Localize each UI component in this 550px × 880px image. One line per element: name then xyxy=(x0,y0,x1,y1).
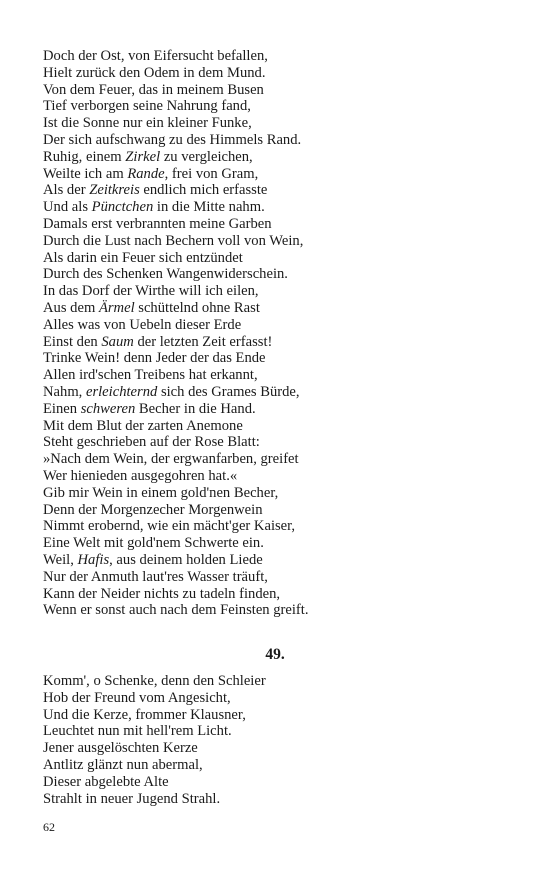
poem-line xyxy=(43,485,523,502)
line-text: Durch die Lust nach Bechern voll von Wein, xyxy=(43,232,304,249)
poem-line xyxy=(43,250,523,267)
poem-line xyxy=(43,166,523,183)
poem-stanza-48-end xyxy=(43,48,523,619)
poem-line xyxy=(43,132,523,149)
line-text: Damals erst verbrannten meine Garben xyxy=(43,215,272,232)
poem-line xyxy=(43,317,523,334)
poem-line xyxy=(43,774,523,791)
italic-word: Saum xyxy=(101,333,134,350)
poem-line xyxy=(43,434,523,451)
line-text: Ist die Sonne nur ein kleiner Funke, xyxy=(43,115,252,132)
line-text: Aus dem xyxy=(43,299,99,316)
line-text: zu vergleichen, xyxy=(160,148,253,165)
line-text: Ruhig, einem xyxy=(43,148,126,165)
line-text: Tief verborgen seine Nahrung fand, xyxy=(43,98,251,115)
line-text: »Nach dem Wein, der ergwanfarben, greifet xyxy=(43,451,299,468)
poem-line xyxy=(43,518,523,535)
poem-line xyxy=(43,216,523,233)
poem-line xyxy=(43,82,523,99)
poem-stanza-49 xyxy=(43,673,523,807)
italic-word: schweren xyxy=(80,400,136,417)
poem-line xyxy=(43,690,523,707)
poem-line xyxy=(43,98,523,115)
line-text: Hielt zurück den Odem in dem Mund. xyxy=(43,64,266,81)
line-text: Dieser abgelebte Alte xyxy=(43,773,169,790)
line-text: Und die Kerze, frommer Klausner, xyxy=(43,706,246,723)
line-text: Alles was von Uebeln dieser Erde xyxy=(43,316,242,333)
line-text: Durch des Schenken Wangenwiderschein. xyxy=(43,266,288,283)
line-text: endlich mich erfasste xyxy=(139,182,268,199)
poem-line xyxy=(43,569,523,586)
line-text: Trinke Wein! denn Jeder der das Ende xyxy=(43,350,266,367)
line-text: Einen xyxy=(43,400,81,417)
line-text: Antlitz glänzt nun abermal, xyxy=(43,756,203,773)
line-text: Nahm, xyxy=(43,383,86,400)
poem-line xyxy=(43,707,523,724)
line-text: sich des Grames Bürde, xyxy=(157,383,300,400)
poem-line xyxy=(43,384,523,401)
poem-line xyxy=(43,367,523,384)
line-text: Weilte ich am xyxy=(43,165,128,182)
poem-line xyxy=(43,468,523,485)
poem-line xyxy=(43,602,523,619)
poem-line xyxy=(43,791,523,808)
italic-word: Zirkel xyxy=(125,148,161,165)
line-text: Eine Welt mit gold'nem Schwerte ein. xyxy=(43,535,264,552)
line-text: Hob der Freund vom Angesicht, xyxy=(43,689,231,706)
line-text: Wenn er sonst auch nach dem Feinsten greift. xyxy=(43,602,309,619)
poem-line xyxy=(43,283,523,300)
line-text: Steht geschrieben auf der Rose Blatt: xyxy=(43,434,260,451)
poem-line xyxy=(43,401,523,418)
poem-line xyxy=(43,552,523,569)
line-text: Als darin ein Feuer sich entzündet xyxy=(43,249,243,266)
line-text: Einst den xyxy=(43,333,102,350)
line-text: in die Mitte nahm. xyxy=(153,199,265,216)
line-text: Allen ird'schen Treibens hat erkannt, xyxy=(43,367,258,384)
line-text: Der sich aufschwang zu des Himmels Rand. xyxy=(43,131,302,148)
italic-word: Pünctchen xyxy=(91,199,154,216)
poem-line xyxy=(43,300,523,317)
line-text: schüttelnd ohne Rast xyxy=(134,299,260,316)
poem-line xyxy=(43,673,523,690)
line-text: Gib mir Wein in einem gold'nen Becher, xyxy=(43,484,279,501)
poem-line xyxy=(43,451,523,468)
line-text: Denn der Morgenzecher Morgenwein xyxy=(43,501,263,518)
italic-word: Rande xyxy=(127,165,165,182)
line-text: Jener ausgelöschten Kerze xyxy=(43,740,198,757)
line-text: Als der xyxy=(43,182,90,199)
poem-line xyxy=(43,266,523,283)
line-text: der letzten Zeit erfasst! xyxy=(133,333,273,350)
poem-line xyxy=(43,350,523,367)
line-text: Nimmt erobernd, wie ein mächt'ger Kaiser, xyxy=(43,518,296,535)
poem-line xyxy=(43,740,523,757)
poem-line xyxy=(43,182,523,199)
line-text: Mit dem Blut der zarten Anemone xyxy=(43,417,243,434)
italic-word: erleichternd xyxy=(85,383,158,400)
line-text: Doch der Ost, von Eifersucht befallen, xyxy=(43,48,268,64)
page-number: 62 xyxy=(43,820,55,834)
line-text: Komm', o Schenke, denn den Schleier xyxy=(43,673,266,689)
line-text: , aus deinem holden Liede xyxy=(109,551,263,568)
poem-line xyxy=(43,199,523,216)
poem-line xyxy=(43,586,523,603)
line-text: Von dem Feuer, das in meinem Busen xyxy=(43,81,264,98)
poem-line xyxy=(43,502,523,519)
line-text: Leuchtet nun mit hell'rem Licht. xyxy=(43,723,232,740)
italic-word: Zeitkreis xyxy=(89,182,140,199)
poem-line xyxy=(43,65,523,82)
poem-line xyxy=(43,418,523,435)
line-text: Weil, xyxy=(43,551,78,568)
poem-line xyxy=(43,757,523,774)
line-text: Und als xyxy=(43,199,92,216)
line-text: Kann der Neider nichts zu tadeln finden, xyxy=(43,585,281,602)
line-text: Nur der Anmuth laut'res Wasser träuft, xyxy=(43,568,268,585)
poem-line xyxy=(43,723,523,740)
poem-line xyxy=(43,115,523,132)
poem-line xyxy=(43,233,523,250)
line-text: Becher in die Hand. xyxy=(135,400,256,417)
poem-line xyxy=(43,48,523,65)
italic-word: Hafis xyxy=(77,551,110,568)
section-heading: 49. xyxy=(265,646,285,663)
line-text: Wer hienieden ausgegohren hat.« xyxy=(43,467,238,484)
line-text: , frei von Gram, xyxy=(164,165,259,182)
poem-line xyxy=(43,535,523,552)
poem-line xyxy=(43,149,523,166)
italic-word: Ärmel xyxy=(98,299,135,316)
line-text: Strahlt in neuer Jugend Strahl. xyxy=(43,790,221,807)
line-text: In das Dorf der Wirthe will ich eilen, xyxy=(43,283,259,300)
poem-line xyxy=(43,334,523,351)
